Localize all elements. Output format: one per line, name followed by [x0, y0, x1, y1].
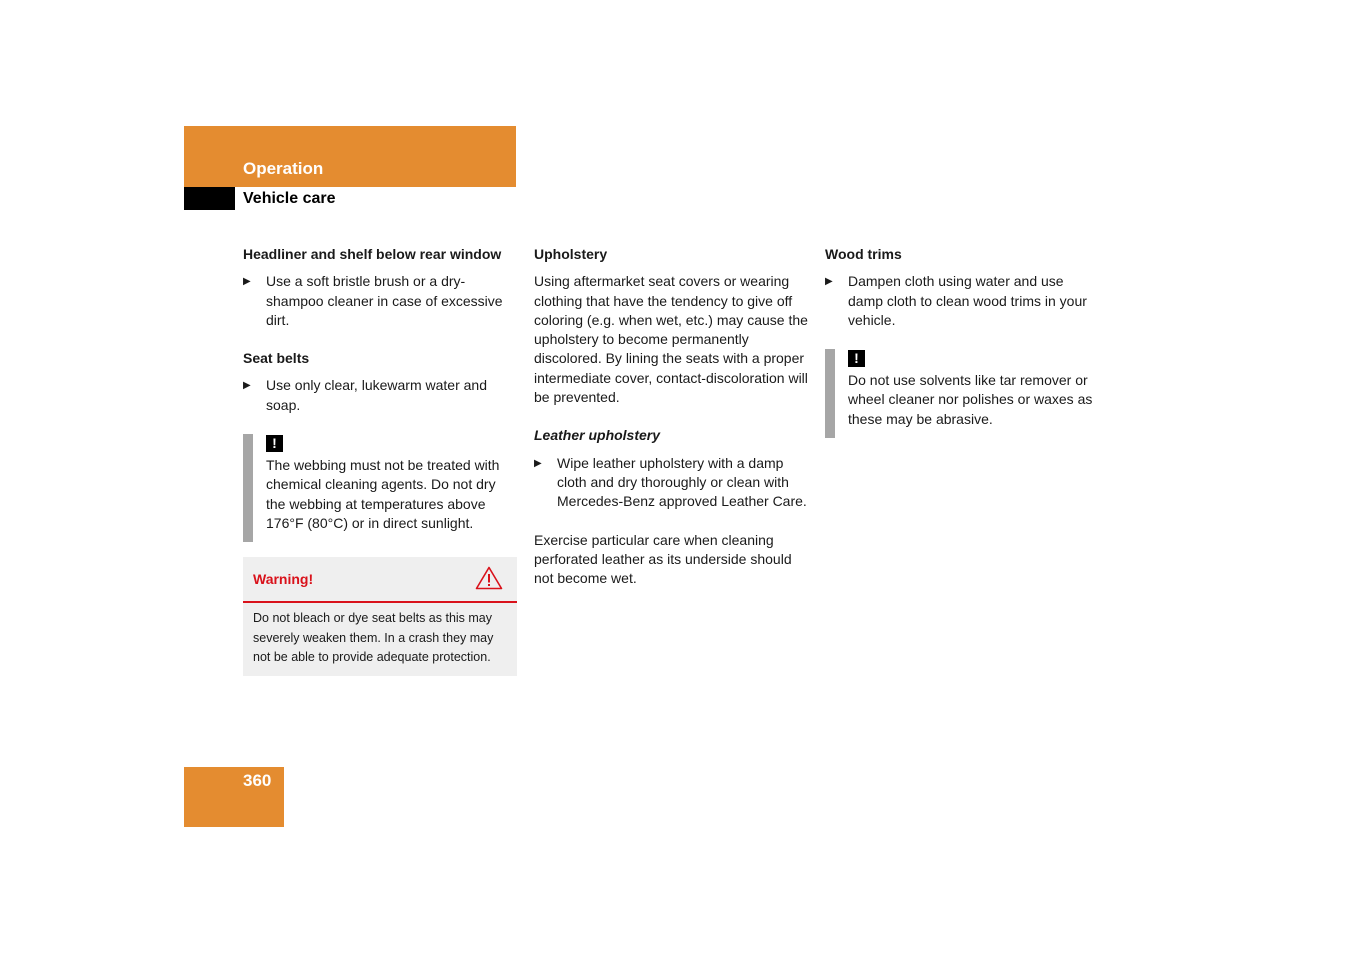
- seatbelts-bullet-text: Use only clear, lukewarm water and soap.: [266, 377, 487, 413]
- upholstery-text: Using aftermarket seat covers or wearing clothing that have the tendency to give off coloring (e.g. when wet, etc.) may cause the upholstery to become permanently discolored. By lining the seats with a proper intermediate cover, contact-discoloration will be prevented.: [534, 273, 808, 406]
- wood-bullet: [825, 272, 1099, 330]
- wood-note-text: Do not use solvents like tar remover or wheel cleaner nor polishes or waxes as these may be abrasive.: [848, 372, 1093, 427]
- triangle-bullet-icon: ▶: [534, 457, 542, 469]
- leather-bullet-text: Wipe leather upholstery with a damp cloth and dry thoroughly or clean with Mercedes-Benz approved Leather Care.: [557, 454, 807, 510]
- seatbelts-bullet: [243, 376, 517, 415]
- warning-triangle-icon: [475, 566, 503, 590]
- page-number: 360: [243, 771, 272, 790]
- triangle-bullet-icon: ▶: [825, 276, 833, 288]
- column-2: [534, 245, 810, 607]
- wood-note: [825, 349, 1099, 429]
- note-bar: [825, 349, 835, 438]
- warning-header: [243, 557, 517, 603]
- exclamation-icon: !: [266, 435, 283, 452]
- seatbelts-heading: Seat belts: [243, 350, 310, 367]
- headliner-heading: Headliner and shelf below rear window: [243, 246, 502, 262]
- leather-heading: Leather upholstery: [534, 427, 661, 444]
- warning-text: Do not bleach or dye seat belts as this may severely weaken them. In a crash they may not be able to provide adequate protection.: [253, 611, 494, 664]
- headliner-bullet-text: Use a soft bristle brush or a dry-shampoo cleaner in case of excessive dirt.: [266, 273, 503, 328]
- subsection-title: Vehicle care: [243, 190, 336, 207]
- note-bar: [243, 434, 253, 542]
- headliner-bullet: [243, 272, 517, 330]
- exclamation-icon: !: [848, 350, 865, 367]
- triangle-bullet-icon: ▶: [243, 276, 251, 288]
- column-3: [825, 245, 1099, 451]
- wood-bullet-text: Dampen cloth using water and use damp cloth to clean wood trims in your vehicle.: [848, 273, 1087, 328]
- column-1: [243, 245, 517, 676]
- header-band: [184, 126, 516, 187]
- warning-label: Warning!: [253, 571, 314, 588]
- wood-heading: Wood trims: [825, 246, 902, 262]
- triangle-bullet-icon: ▶: [243, 380, 251, 392]
- perforated-text: Exercise particular care when cleaning perforated leather as its underside should not become wet.: [534, 531, 792, 587]
- warning-box: [243, 557, 517, 676]
- header-marker: [184, 187, 235, 210]
- seatbelt-note: [243, 434, 517, 533]
- seatbelt-note-text: The webbing must not be treated with chemical cleaning agents. Do not dry the webbing at temperatures above 176°F (80°C) or in direct sunlight.: [266, 457, 500, 531]
- upholstery-heading: Upholstery: [534, 246, 608, 262]
- section-title: Operation: [243, 159, 324, 178]
- leather-bullet: [534, 454, 810, 512]
